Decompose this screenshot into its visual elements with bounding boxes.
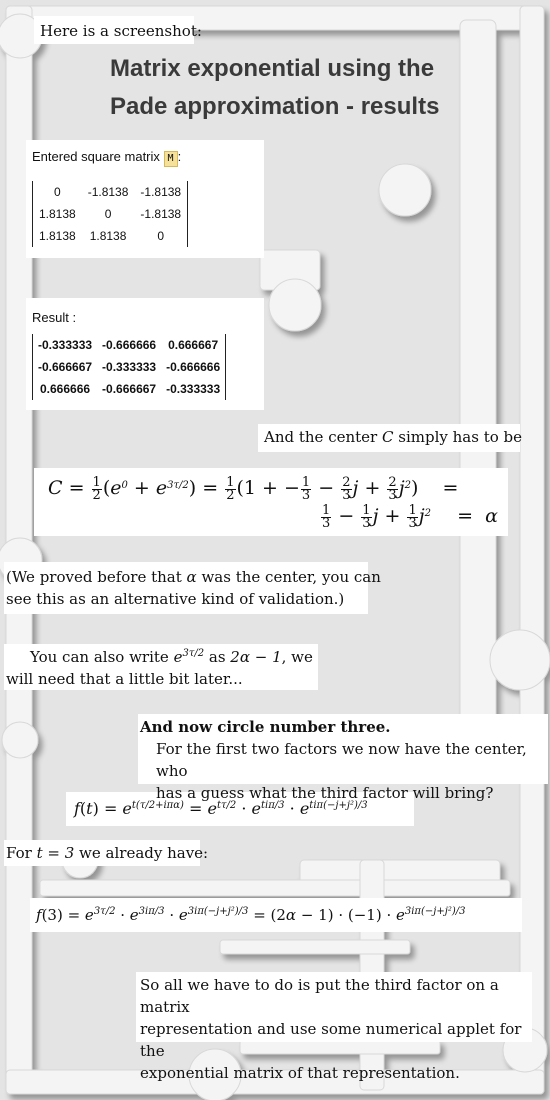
alpha-symbol: α [186,568,197,586]
final-line-3: exponential matrix of that representation. [140,1064,460,1082]
page-title [110,50,490,126]
input-matrix [32,181,188,247]
center-equation [48,474,498,530]
matrix-cell: -0.333333 [38,338,93,352]
circle-paragraph [140,716,550,804]
title-line-2: Pade approximation - results [110,93,440,120]
input-label-colon: : [177,149,182,164]
matrix-row [33,334,225,356]
title-line-1: Matrix exponential using the [110,55,435,82]
two-alpha-minus-one: 2α − 1 [230,648,282,666]
center-sentence [264,426,522,448]
matrix-cell: -1.8138 [87,185,129,199]
matrix-row [33,181,187,203]
circle-heading: And now circle number three. [140,718,391,736]
for-t-sentence: For t = 3 we already have: [6,844,209,862]
matrix-cell: 0 [157,229,165,243]
matrix-cell: -0.666666 [102,338,157,352]
ft-equation: $f(t) = e^{t(\tau/2+i\pi\alpha)} = e^{t\tau/2} \cdot e^{ti\pi/3} \cdot e^{ti\pi(-j+j^2)/3}$ [74,799,368,818]
input-label [32,146,181,168]
matrix-row [33,203,187,225]
matrix-cell: -0.666667 [102,382,157,396]
matrix-cell: 0 [104,207,112,221]
final-paragraph [140,974,550,1084]
matrix-cell: -0.333333 [166,382,221,396]
final-line-1: So all we have to do is put the third factor on a matrix [140,976,499,1016]
input-label-text: Entered square matrix [32,149,160,164]
matrix-cell: 1.8138 [89,229,127,243]
result-label: Result : [32,310,77,325]
proof-paragraph [6,566,381,610]
matrix-cell: 0.666666 [39,382,91,396]
t-equals-3: t = 3 [36,844,75,862]
matrix-cell: 1.8138 [39,229,76,243]
write-line-2: will need that a little bit later... [6,670,243,688]
matrix-row [33,356,225,378]
matrix-cell: 0 [54,185,61,199]
circle-line-1: For the first two factors we now have the center, who [156,740,527,780]
matrix-cell: 0.666667 [168,338,219,352]
write-line-1: You can also write $e^{3\tau/2}$ as 2α − 1, we [30,648,313,666]
matrix-cell: -0.333333 [102,360,157,374]
matrix-name-tag: M [164,151,178,167]
f3-equation: $f(3) = e^{3\tau/2} \cdot e^{3i\pi/3} \cdot e^{3i\pi(-j+j^2)/3} = (2\alpha - 1) \cdot (-1) \cdot e^{3i\pi(-j+j^2)/3}$ [36,906,466,924]
center-rest-text: simply has to be [398,428,523,446]
proof-line-2: see this as an alternative kind of validation.) [6,590,345,608]
center-equation-line-1: C = $\frac{1}{2}$ $(e^0 + e^{3\tau/2})$ = $\frac{1}{2}$ (1 + − $\frac{1}{3}$ − $\frac{2}{3}$ j + $\frac{2}{3}$ $j^2$) = [48,474,459,503]
matrix-cell: -1.8138 [140,207,182,221]
final-line-2: representation and use some numerical applet for the [140,1020,522,1060]
proof-line-1: (We proved before that α was the center, you can [6,568,381,586]
write-paragraph [6,646,313,690]
result-matrix [32,334,226,400]
circle-line-2: has a guess what the third factor will bring? [156,784,494,802]
center-variable: C [382,428,394,446]
header-text: Here is a screenshot: [40,22,202,40]
center-intro-text: And the center [264,428,378,446]
matrix-cell: -0.666666 [166,360,221,374]
matrix-cell: -1.8138 [140,185,182,199]
center-equation-line-2: $\frac{1}{3}$ − $\frac{1}{3}$ j + $\frac{1}{3}$ $j^2 = \alpha$ [322,502,498,531]
matrix-cell: -0.666667 [38,360,93,374]
matrix-cell: 1.8138 [39,207,76,221]
matrix-row [33,378,225,400]
matrix-row [33,225,187,247]
